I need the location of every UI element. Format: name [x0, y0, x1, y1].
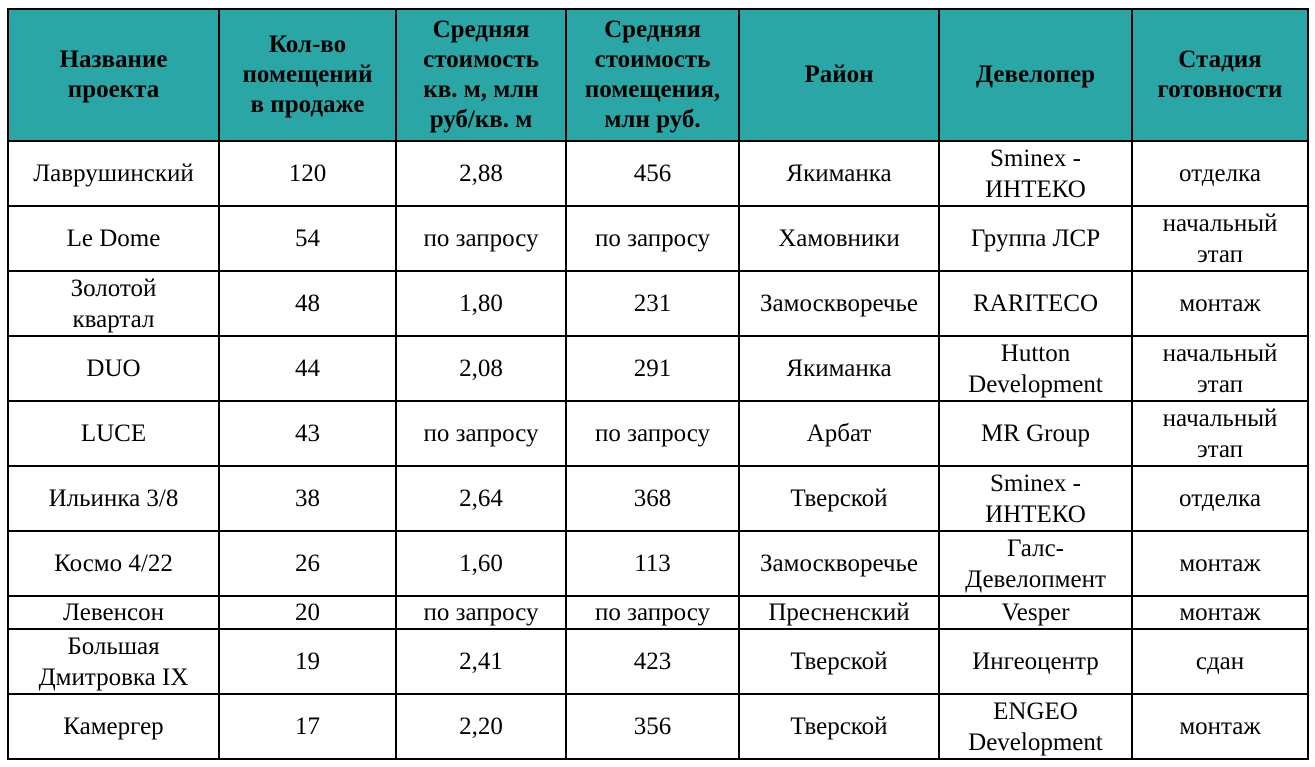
- cell-stage: начальный этап: [1132, 336, 1308, 401]
- cell-district: Тверской: [739, 466, 939, 531]
- cell-project-name: Золотой квартал: [8, 271, 219, 336]
- cell-units-count: 120: [219, 141, 396, 206]
- cell-price-per-unit: 231: [566, 271, 739, 336]
- cell-units-count: 43: [219, 401, 396, 466]
- cell-developer: Sminex - ИНТЕКО: [939, 466, 1132, 531]
- cell-price-per-unit: 456: [566, 141, 739, 206]
- cell-units-count: 48: [219, 271, 396, 336]
- cell-units-count: 44: [219, 336, 396, 401]
- header-stage: Стадия готовности: [1132, 9, 1308, 141]
- cell-developer: MR Group: [939, 401, 1132, 466]
- cell-price-per-sqm: 1,80: [396, 271, 566, 336]
- cell-units-count: 19: [219, 629, 396, 694]
- cell-district: Хамовники: [739, 206, 939, 271]
- cell-units-count: 54: [219, 206, 396, 271]
- cell-developer: ENGEO Development: [939, 694, 1132, 759]
- cell-price-per-sqm: по запросу: [396, 596, 566, 629]
- cell-developer: Ингеоцентр: [939, 629, 1132, 694]
- cell-developer: Группа ЛСР: [939, 206, 1132, 271]
- cell-price-per-unit: 113: [566, 531, 739, 596]
- table-row: [8, 694, 1308, 759]
- cell-price-per-sqm: 2,20: [396, 694, 566, 759]
- cell-stage: отделка: [1132, 141, 1308, 206]
- cell-project-name: Левенсон: [8, 596, 219, 629]
- cell-project-name: Космо 4/22: [8, 531, 219, 596]
- header-district: Район: [739, 9, 939, 141]
- cell-stage: монтаж: [1132, 694, 1308, 759]
- table-row: [8, 629, 1308, 694]
- cell-project-name: Камергер: [8, 694, 219, 759]
- cell-price-per-unit: 423: [566, 629, 739, 694]
- cell-project-name: Le Dome: [8, 206, 219, 271]
- cell-developer: RARITECO: [939, 271, 1132, 336]
- table-row: [8, 401, 1308, 466]
- header-developer: Девелопер: [939, 9, 1132, 141]
- cell-price-per-unit: 356: [566, 694, 739, 759]
- cell-stage: монтаж: [1132, 271, 1308, 336]
- cell-district: Якиманка: [739, 336, 939, 401]
- table-row: [8, 466, 1308, 531]
- cell-developer: Галс- Девелопмент: [939, 531, 1132, 596]
- cell-price-per-sqm: 2,88: [396, 141, 566, 206]
- cell-price-per-sqm: по запросу: [396, 206, 566, 271]
- cell-district: Замоскворечье: [739, 531, 939, 596]
- cell-project-name: Ильинка 3/8: [8, 466, 219, 531]
- cell-stage: начальный этап: [1132, 206, 1308, 271]
- header-price-per-unit: Средняя стоимость помещения, млн руб.: [566, 9, 739, 141]
- projects-table: [7, 8, 1309, 760]
- cell-price-per-unit: 291: [566, 336, 739, 401]
- cell-stage: начальный этап: [1132, 401, 1308, 466]
- cell-units-count: 20: [219, 596, 396, 629]
- cell-district: Арбат: [739, 401, 939, 466]
- cell-developer: Hutton Development: [939, 336, 1132, 401]
- cell-project-name: Большая Дмитровка IX: [8, 629, 219, 694]
- cell-units-count: 26: [219, 531, 396, 596]
- cell-developer: Sminex - ИНТЕКО: [939, 141, 1132, 206]
- cell-stage: монтаж: [1132, 531, 1308, 596]
- table-row: [8, 336, 1308, 401]
- cell-price-per-unit: 368: [566, 466, 739, 531]
- cell-price-per-unit: по запросу: [566, 401, 739, 466]
- cell-stage: монтаж: [1132, 596, 1308, 629]
- cell-developer: Vesper: [939, 596, 1132, 629]
- cell-district: Пресненский: [739, 596, 939, 629]
- header-project-name: Название проекта: [8, 9, 219, 141]
- table-row: [8, 271, 1308, 336]
- cell-price-per-sqm: 2,41: [396, 629, 566, 694]
- cell-district: Тверской: [739, 694, 939, 759]
- cell-price-per-unit: по запросу: [566, 596, 739, 629]
- header-price-per-sqm: Средняя стоимость кв. м, млн руб/кв. м: [396, 9, 566, 141]
- cell-price-per-sqm: 1,60: [396, 531, 566, 596]
- cell-stage: сдан: [1132, 629, 1308, 694]
- cell-district: Замоскворечье: [739, 271, 939, 336]
- cell-price-per-sqm: 2,08: [396, 336, 566, 401]
- table-row: [8, 531, 1308, 596]
- cell-stage: отделка: [1132, 466, 1308, 531]
- cell-district: Якиманка: [739, 141, 939, 206]
- cell-district: Тверской: [739, 629, 939, 694]
- cell-price-per-sqm: по запросу: [396, 401, 566, 466]
- cell-project-name: LUCE: [8, 401, 219, 466]
- header-row: [8, 9, 1308, 141]
- cell-project-name: Лаврушинский: [8, 141, 219, 206]
- cell-price-per-unit: по запросу: [566, 206, 739, 271]
- cell-project-name: DUO: [8, 336, 219, 401]
- cell-units-count: 17: [219, 694, 396, 759]
- cell-units-count: 38: [219, 466, 396, 531]
- table-row: [8, 206, 1308, 271]
- header-units-count: Кол-во помещений в продаже: [219, 9, 396, 141]
- table-row: [8, 596, 1308, 629]
- table-row: [8, 141, 1308, 206]
- cell-price-per-sqm: 2,64: [396, 466, 566, 531]
